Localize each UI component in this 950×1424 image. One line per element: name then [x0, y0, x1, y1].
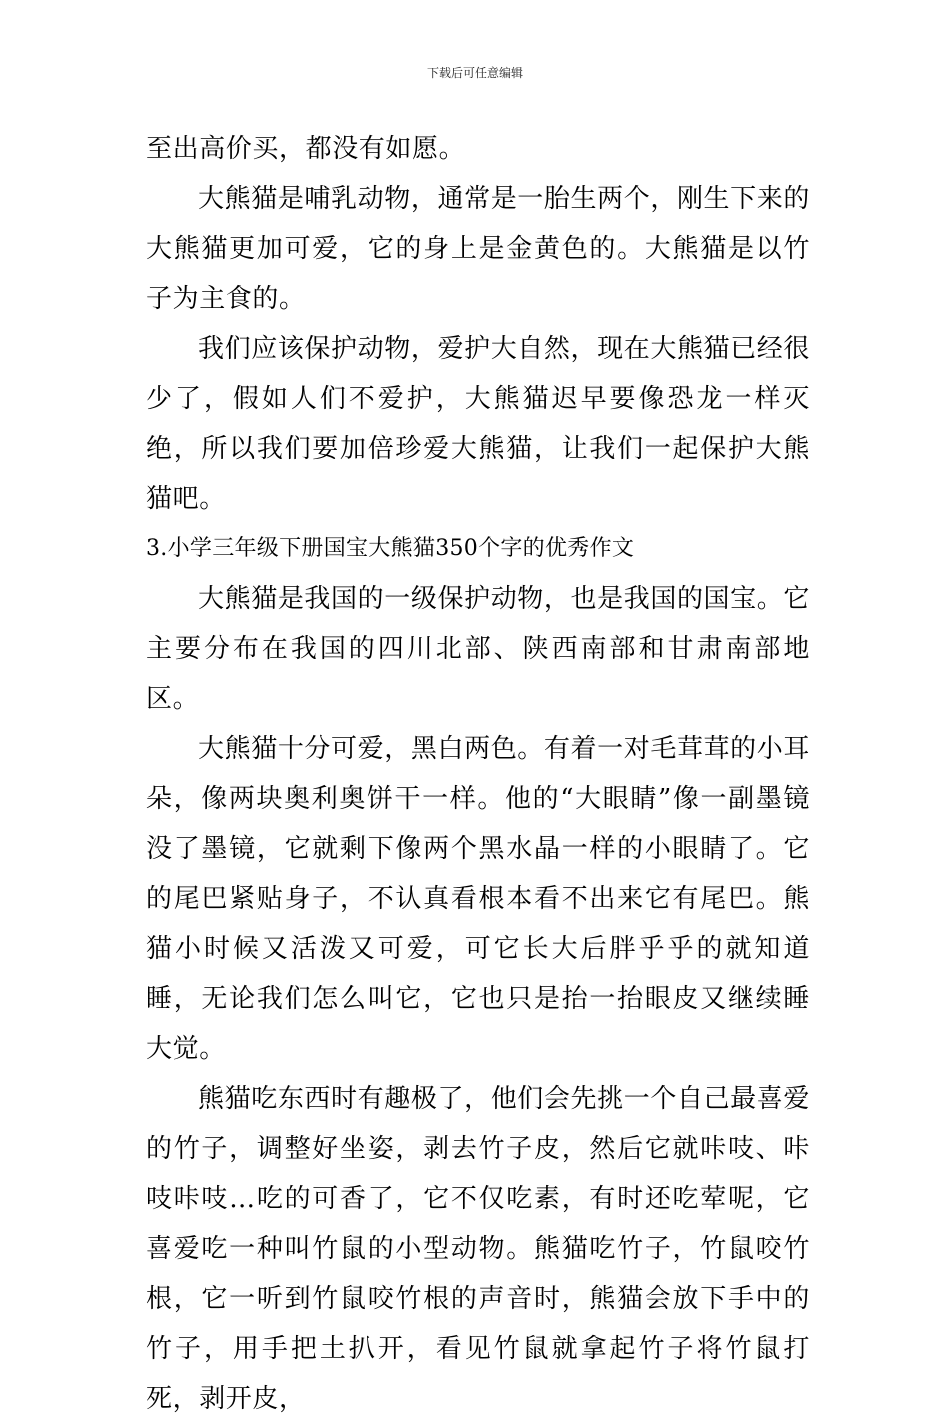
paragraph: 熊猫吃东西时有趣极了，他们会先挑一个自己最喜爱的竹子，调整好坐姿，剥去竹子皮，然后它就咔吱、咔吱咔吱…吃的可香了，它不仅吃素，有时还吃荤呢，它喜爱吃一种叫竹鼠的小型动物。熊猫吃竹子，竹鼠咬竹根，它一听到竹鼠咬竹根的声音时，熊猫会放下手中的竹子，用手把土扒开，看见竹鼠就拿起竹子将竹鼠打死，剥开皮， [146, 1084, 810, 1414]
paragraph: 我们应该保护动物，爱护大自然，现在大熊猫已经很少了，假如人们不爱护，大熊猫迟早要像恐龙一样灭绝，所以我们要加倍珍爱大熊猫，让我们一起保护大熊猫吧。 [146, 334, 810, 514]
paragraph: 大熊猫是哺乳动物，通常是一胎生两个，刚生下来的大熊猫更加可爱，它的身上是金黄色的。大熊猫是以竹子为主食的。 [146, 184, 810, 314]
document-body [146, 124, 810, 1424]
page-header: 下载后可任意编辑 [426, 66, 523, 80]
section-heading: 3.小学三年级下册国宝大熊猫350个字的优秀作文 [146, 536, 635, 561]
paragraph-continuation: 至出高价买，都没有如愿。 [146, 134, 466, 164]
paragraph: 大熊猫是我国的一级保护动物，也是我国的国宝。它主要分布在我国的四川北部、陕西南部和甘肃南部地区。 [146, 584, 810, 714]
paragraph: 大熊猫十分可爱，黑白两色。有着一对毛茸茸的小耳朵，像两块奥利奥饼干一样。他的“大眼睛”像一副墨镜没了墨镜，它就剩下像两个黑水晶一样的小眼睛了。它的尾巴紧贴身子，不认真看根本看不出来它有尾巴。熊猫小时候又活泼又可爱，可它长大后胖乎乎的就知道睡，无论我们怎么叫它，它也只是抬一抬眼皮又继续睡大觉。 [146, 734, 810, 1064]
